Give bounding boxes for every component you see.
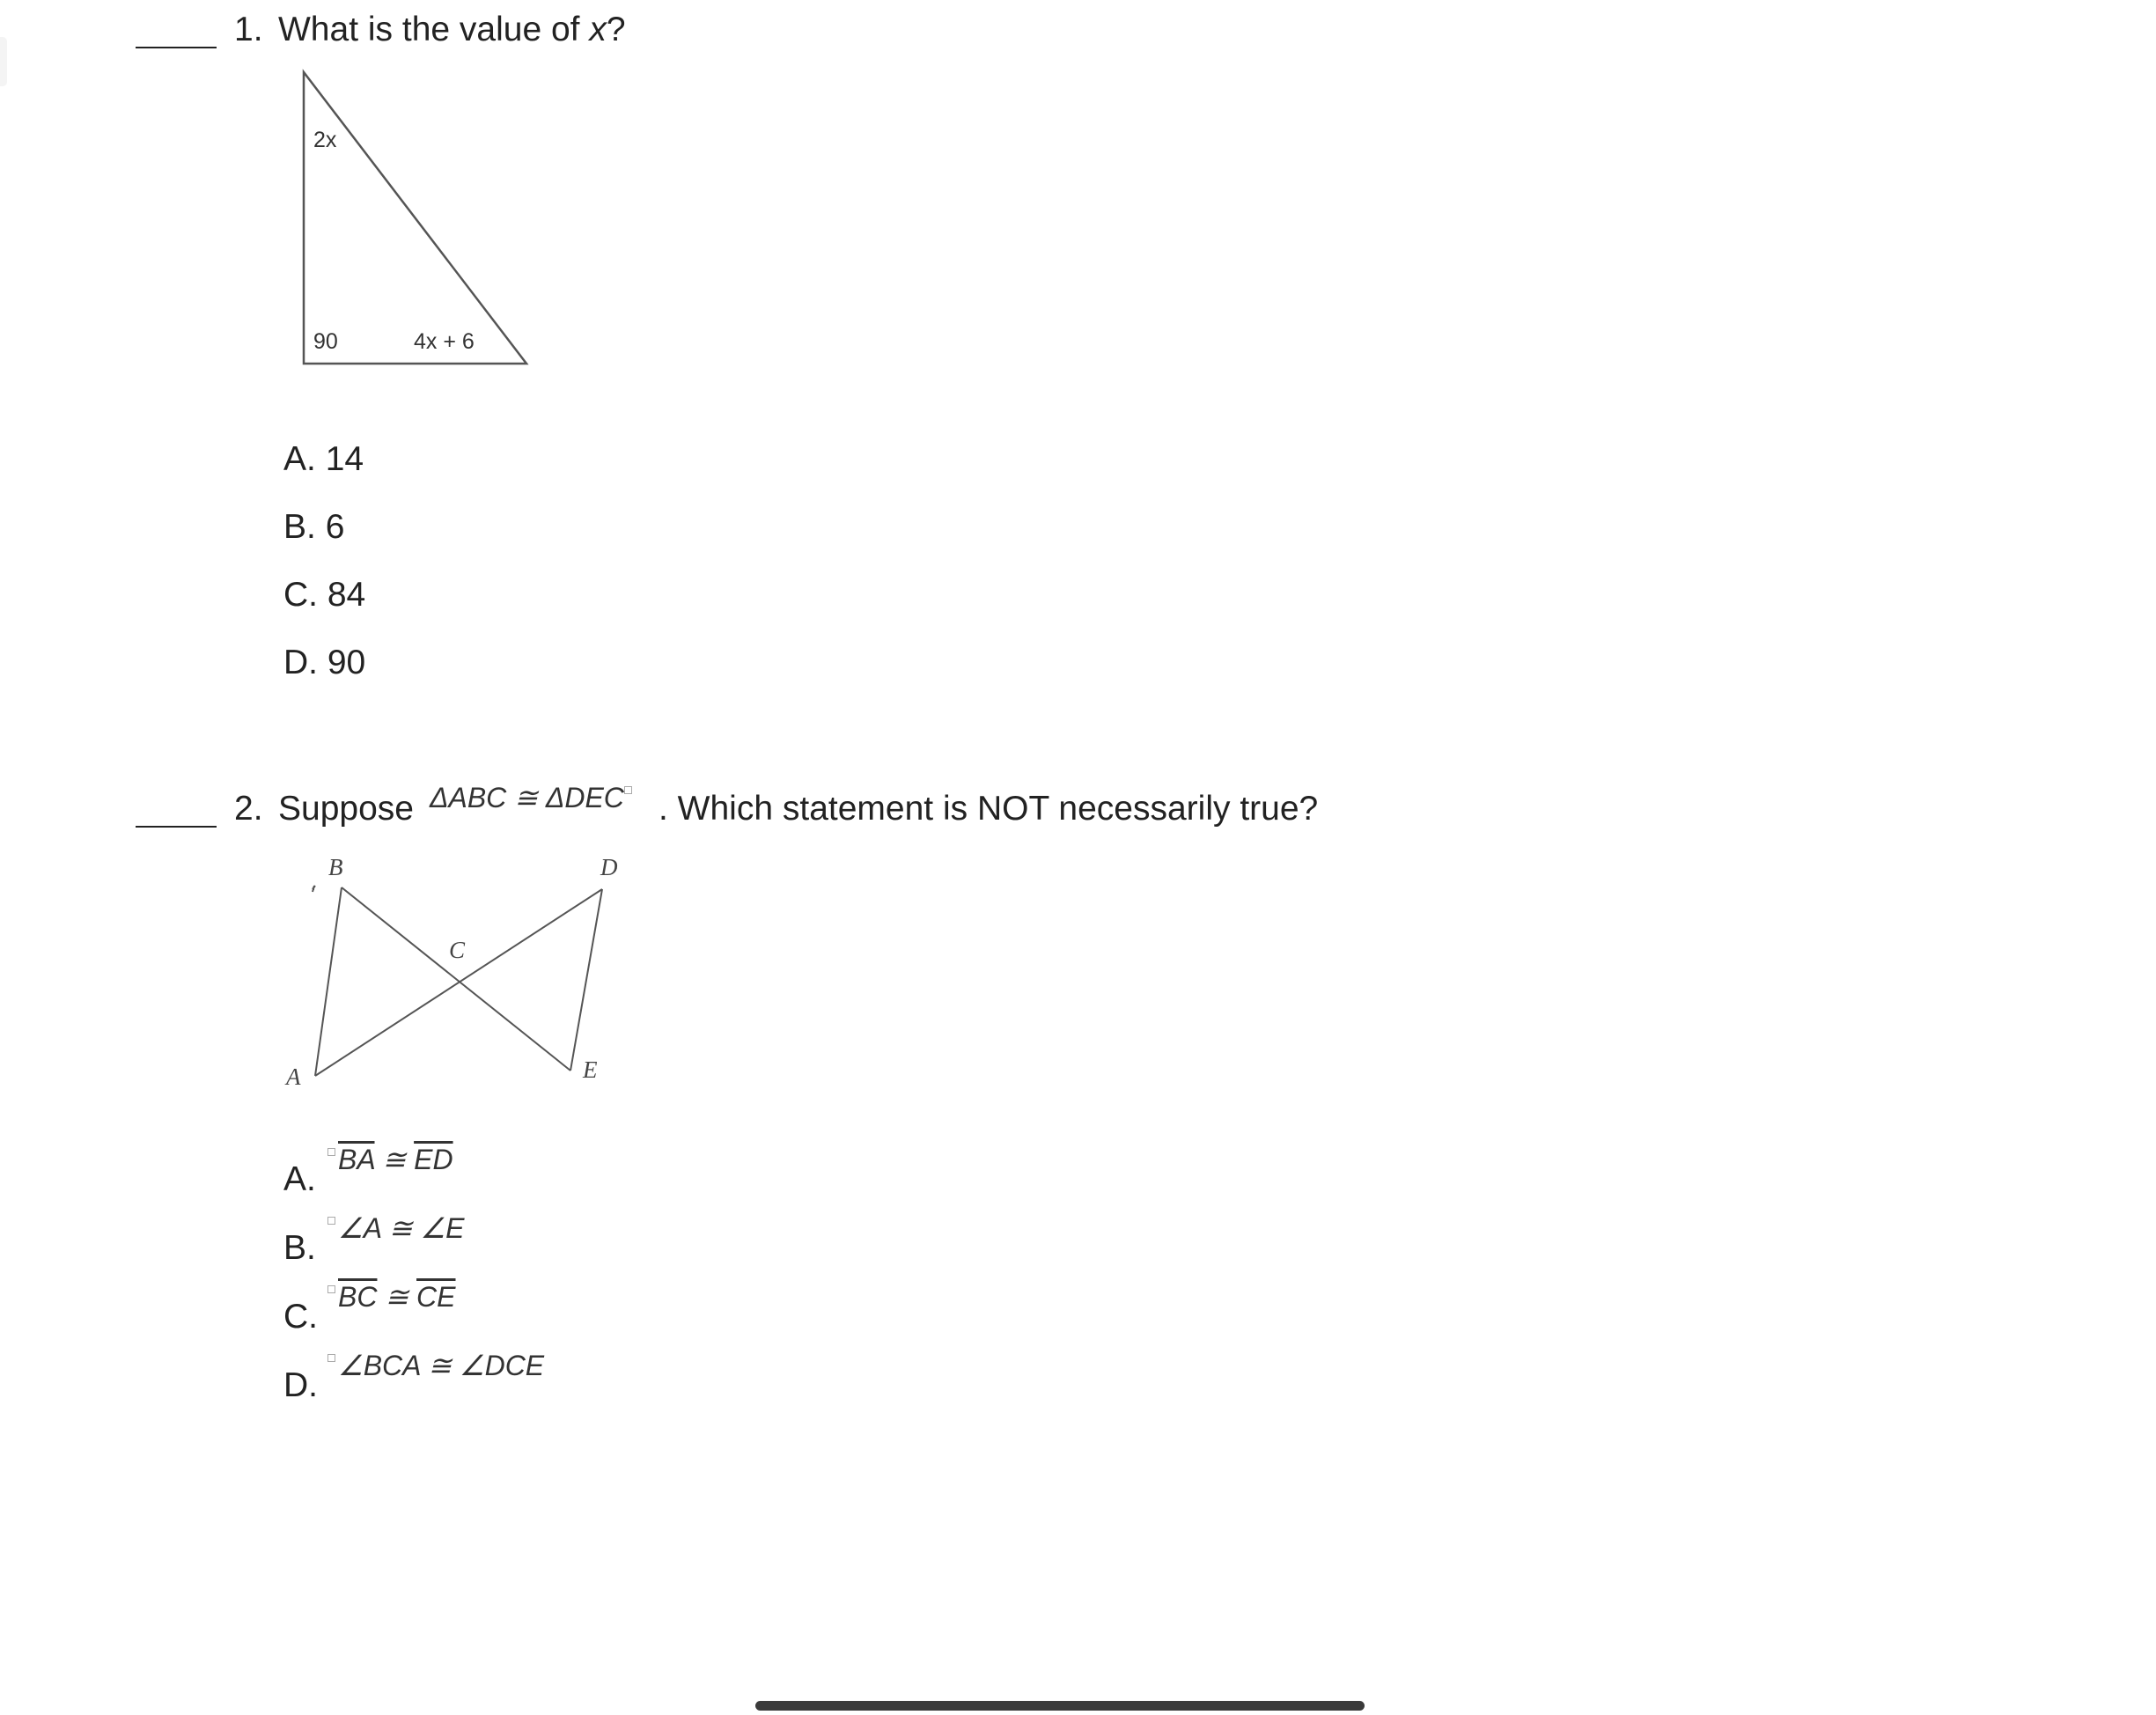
q1-choice-b[interactable]: B. 6	[283, 508, 345, 546]
placeholder-box-icon	[327, 1354, 335, 1362]
right-triangle	[304, 72, 526, 364]
q1-choice-c[interactable]: C. 84	[283, 576, 366, 614]
placeholder-box-icon	[327, 1148, 335, 1156]
q2-choice-a-letter[interactable]: A.	[283, 1160, 316, 1198]
q2-choice-d-letter[interactable]: D.	[283, 1366, 318, 1404]
question-1-number: 1.	[234, 11, 263, 48]
segment-ad	[315, 889, 602, 1076]
question-1-triangle-figure	[291, 62, 555, 379]
angle-label-bottom-right: 4x + 6	[414, 329, 475, 354]
q2-choice-b-letter[interactable]: B.	[283, 1229, 316, 1267]
q1-choice-d[interactable]: D. 90	[283, 644, 366, 681]
q2-choice-c-letter[interactable]: C.	[283, 1298, 318, 1336]
question-2-text-end: . Which statement is NOT necessarily true?	[659, 790, 1319, 828]
vertex-label-a: A	[286, 1064, 301, 1090]
question-1-text: What is the value of x?	[278, 11, 626, 48]
q2-choice-a-statement[interactable]: $\overline{BA}$ ≅ $\overline{ED}$	[327, 1143, 453, 1176]
q2-choice-c-statement[interactable]: $\overline{BC}$ ≅ $\overline{CE}$	[327, 1280, 456, 1314]
angle-label-top: 2x	[313, 128, 337, 152]
question-2-text-start: Suppose	[278, 790, 414, 828]
placeholder-box-icon	[624, 786, 632, 794]
angle-label-right-angle: 90	[313, 329, 338, 354]
question-2-bowtie-figure	[273, 845, 643, 1109]
vertex-label-e: E	[583, 1056, 598, 1083]
vertex-label-c: C	[449, 937, 466, 963]
segment-ba	[315, 887, 342, 1076]
home-indicator-bar[interactable]	[755, 1701, 1365, 1711]
answer-blank-1[interactable]	[136, 47, 217, 48]
page-edge-marker	[0, 37, 7, 86]
answer-blank-2[interactable]	[136, 826, 217, 828]
vertex-label-d: D	[600, 854, 618, 880]
segment-be	[342, 887, 570, 1071]
vertex-label-b: B	[328, 854, 343, 880]
congruence-statement: ΔABC ≅ ΔDEC	[430, 781, 635, 814]
q2-choice-d-statement[interactable]: ∠BCA ≅ ∠DCE	[327, 1349, 544, 1382]
question-2-number: 2.	[234, 790, 263, 828]
placeholder-box-icon	[327, 1217, 335, 1225]
placeholder-box-icon	[327, 1285, 335, 1293]
q2-choice-b-statement[interactable]: ∠A ≅ ∠E	[327, 1211, 464, 1245]
q1-choice-a[interactable]: A. 14	[283, 440, 364, 478]
segment-de	[570, 889, 602, 1071]
